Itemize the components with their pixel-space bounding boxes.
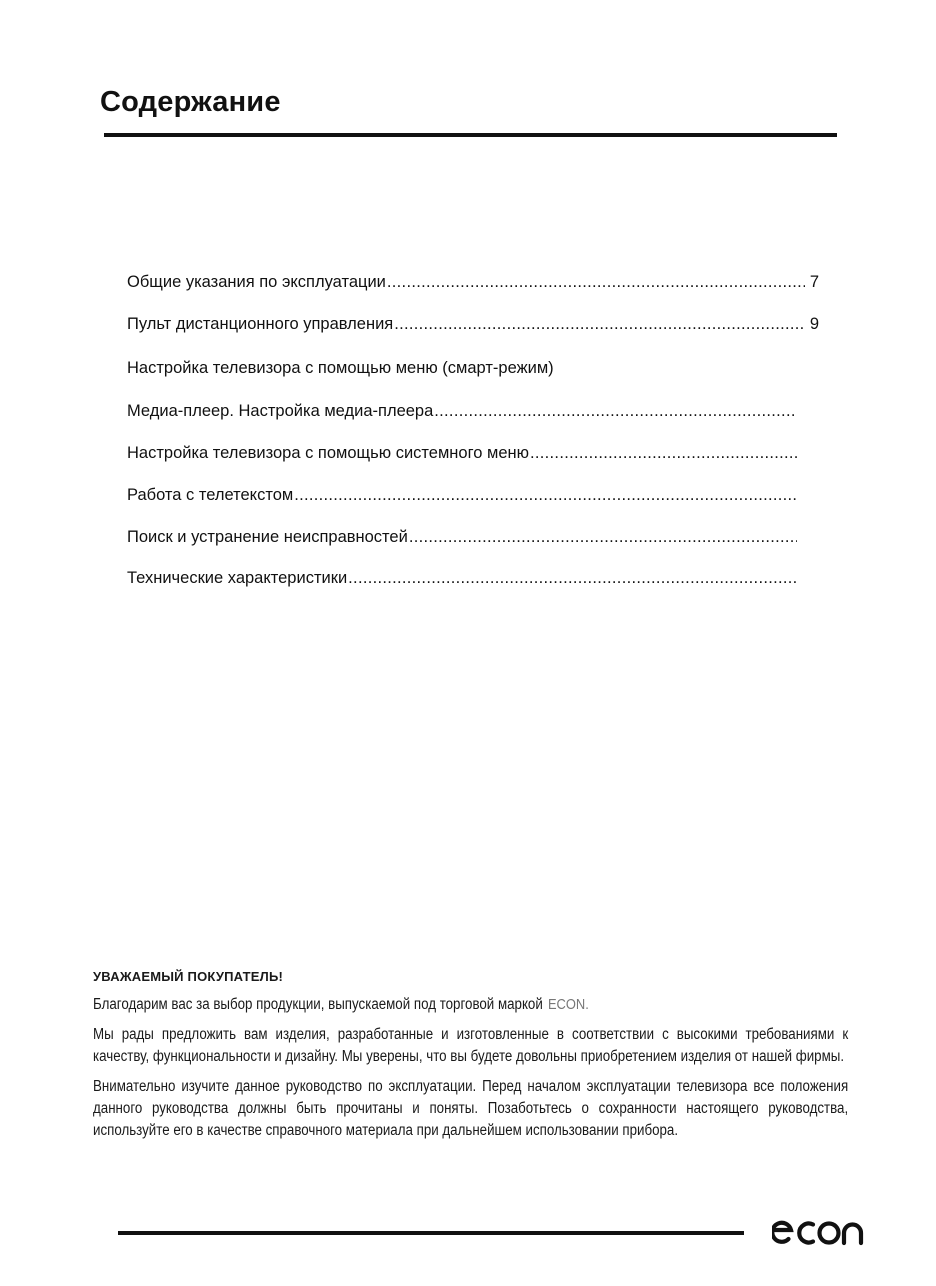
toc-leader-dots (387, 273, 805, 292)
toc-leader-dots (348, 569, 797, 588)
econ-logo-mark (772, 1213, 866, 1249)
notice-paragraph: Внимательно изучите данное руководство по эксплуатации. Перед началом эксплуатации телевизора все положения данного руководства должны быть прочитаны и поняты. Позаботьтесь о сохранности настоящего руководства, используйте его в качестве справочного материала при дальнейшем использовании прибора. (93, 1078, 849, 1139)
toc-item-label: Настройка телевизора с помощью меню (смарт-режим) (127, 359, 554, 377)
toc-leader-dots (409, 528, 797, 547)
notice-heading: УВАЖАЕМЫЙ ПОКУПАТЕЛЬ! (93, 969, 284, 984)
footer-divider (118, 1231, 744, 1235)
toc-item[interactable] (127, 359, 797, 383)
toc-item-label: Настройка телевизора с помощью системного меню (127, 444, 530, 462)
econ-logo (772, 1213, 866, 1249)
notice-paragraph (93, 994, 848, 1016)
toc-item[interactable] (127, 273, 819, 297)
toc-item-page: 9 (809, 315, 819, 333)
brand-name: ECON. (547, 996, 589, 1013)
toc-item-label: Общие указания по эксплуатации (127, 273, 386, 291)
notice-paragraph: Мы рады предложить вам изделия, разработанные и изготовленные в соответствии с высокими требованиями к качеству, функциональности и дизайну. Мы уверены, что вы будете довольны приобретением изделия от нашей фирмы. (93, 1026, 849, 1065)
toc-item-label: Работа с телетекстом (127, 486, 294, 504)
toc-item[interactable] (127, 444, 797, 468)
toc-item[interactable] (127, 528, 797, 552)
toc-leader-dots (294, 486, 797, 505)
toc-item-label: Пульт дистанционного управления (127, 315, 394, 333)
page-title: Содержание (100, 86, 281, 118)
toc-leader-dots (434, 402, 797, 421)
notice-thanks-text: Благодарим вас за выбор продукции, выпускаемой под торговой маркой (93, 996, 543, 1013)
toc-item-label: Медиа-плеер. Настройка медиа-плеера (127, 402, 434, 420)
title-divider (104, 133, 837, 137)
toc-item[interactable] (127, 402, 797, 426)
toc-item-label: Технические характеристики (127, 569, 348, 587)
toc-item-page: 7 (809, 273, 819, 291)
toc-item[interactable] (127, 569, 797, 593)
toc-leader-dots (530, 444, 797, 463)
toc-leader-dots (394, 315, 805, 334)
toc-item[interactable] (127, 486, 797, 510)
toc-item-label: Поиск и устранение неисправностей (127, 528, 408, 546)
customer-notice (93, 966, 850, 1150)
toc-item[interactable] (127, 315, 819, 339)
